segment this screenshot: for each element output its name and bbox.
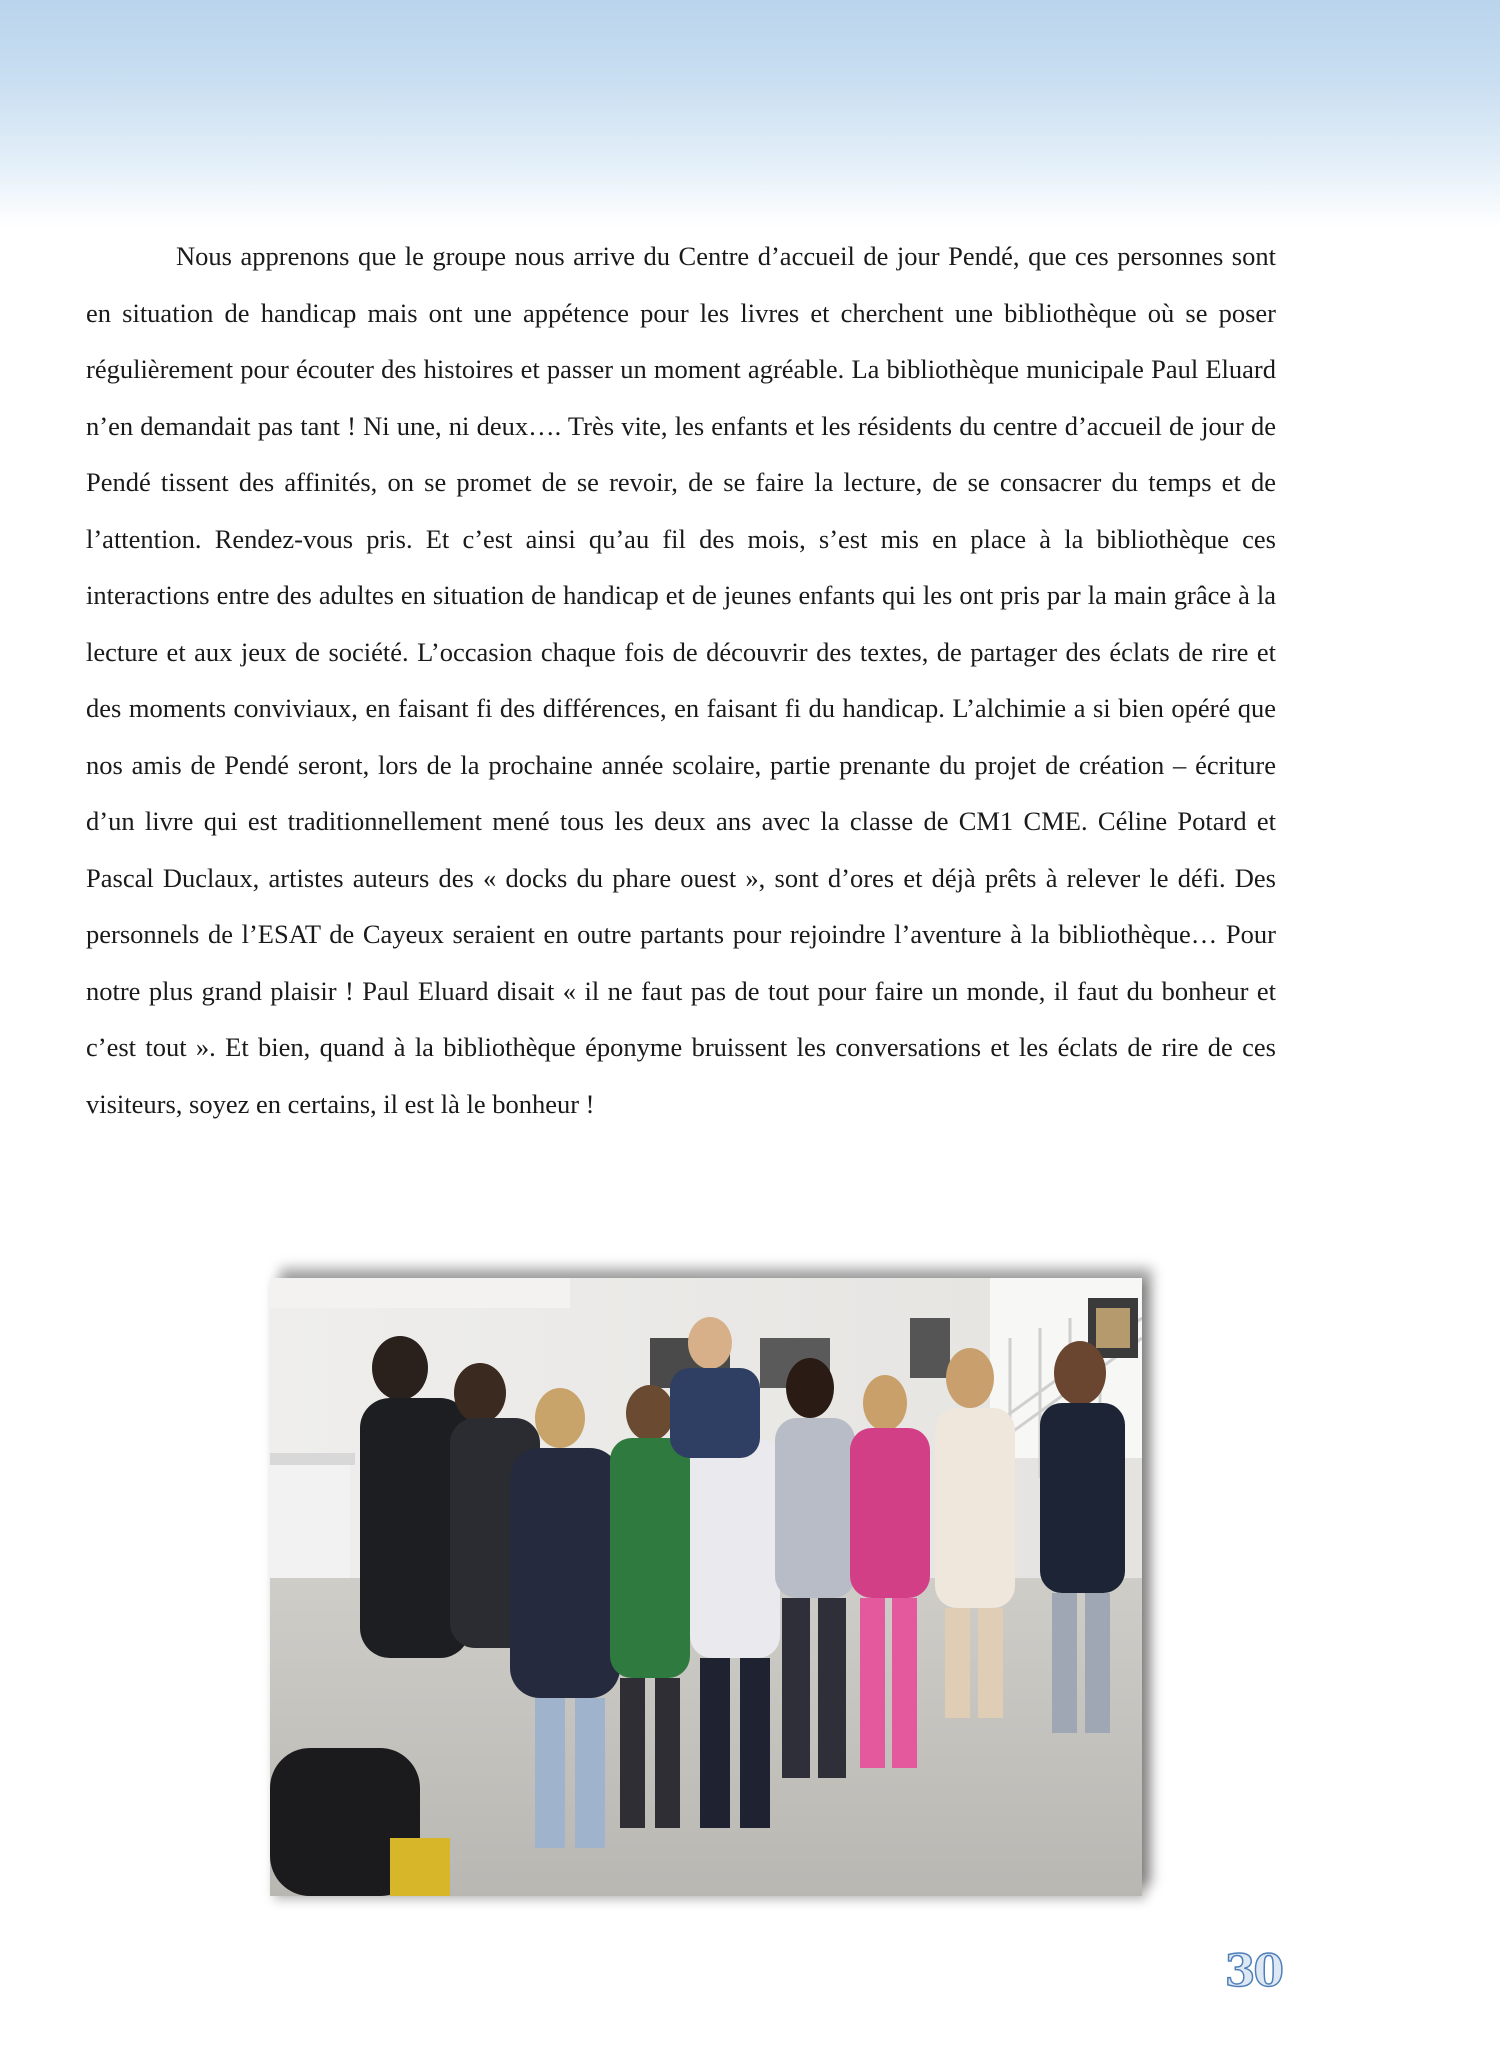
group-photo	[270, 1278, 1142, 1896]
page-number: 30	[1224, 1946, 1282, 1997]
header-band	[0, 0, 1500, 228]
body-paragraph: Nous apprenons que le groupe nous arrive du Centre d’accueil de jour Pendé, que ces personnes sont en situation de handicap mais ont une appétence pour les livres et cherchent une bibliothèque où se poser régulièrement pour écouter des histoires et passer un moment agréable. La bibliothèque municipale Paul Eluard n’en demandait pas tant ! Ni une, ni deux…. Très vite, les enfants et les résidents du centre d’accueil de jour de Pendé tissent des affinités, on se promet de se revoir, de se faire la lecture, de se consacrer du temps et de l’attention. Rendez-vous pris. Et c’est ainsi qu’au fil des mois, s’est mis en place à la bibliothèque ces interactions entre des adultes en situation de handicap et de jeunes enfants qui les ont pris par la main grâce à la lecture et aux jeux de société. L’occasion chaque fois de découvrir des textes, de partager des éclats de rire et des moments conviviaux, en faisant fi des différences, en faisant fi du handicap. L’alchimie a si bien opéré que nos amis de Pendé seront, lors de la prochaine année scolaire, partie prenante du projet de création – écriture d’un livre qui est traditionnellement mené tous les deux ans avec la classe de CM1 CME. Céline Potard et Pascal Duclaux, artistes auteurs des « docks du phare ouest », sont d’ores et déjà prêts à relever le défi. Des personnels de l’ESAT de Cayeux seraient en outre partants pour rejoindre l’aventure à la bibliothèque… Pour notre plus grand plaisir ! Paul Eluard disait « il ne faut pas de tout pour faire un monde, il faut du bonheur et c’est tout ». Et bien, quand à la bibliothèque éponyme bruissent les conversations et les éclats de rire de ces visiteurs, soyez en certains, il est là le bonheur !	[86, 241, 1276, 1119]
